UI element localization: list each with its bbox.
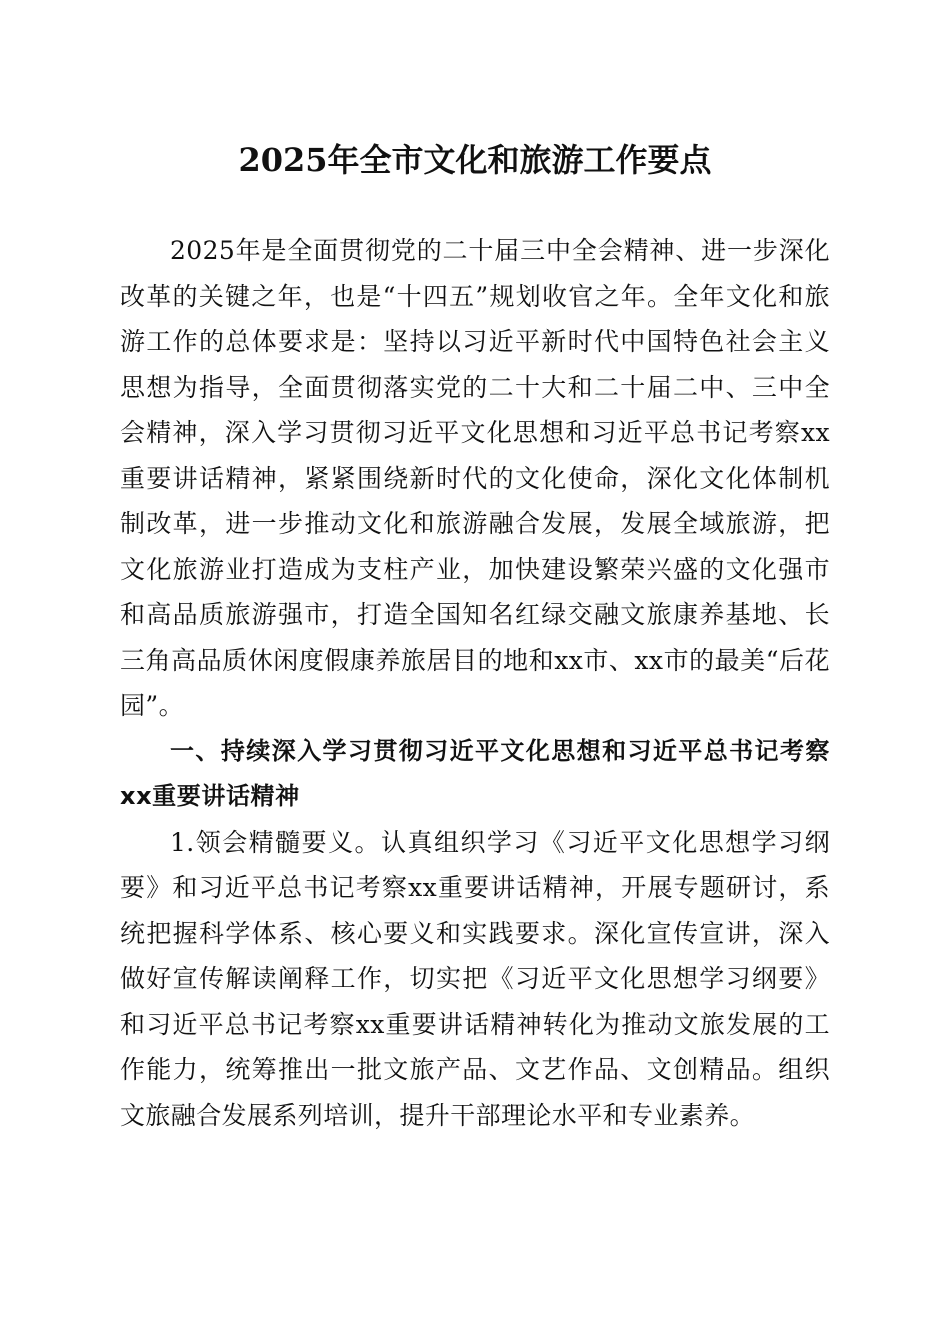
item-paragraph-1: 1.领会精髓要义。认真组织学习《习近平文化思想学习纲要》和习近平总书记考察xx重要讲话精神，开展专题研讨，系统把握科学体系、核心要义和实践要求。深化宣传宣讲，深入做好宣传解读阐释工作，切实把《习近平文化思想学习纲要》和习近平总书记考察xx重要讲话精神转化为推动文旅发展的工作能力，统筹推出一批文旅产品、文艺作品、文创精品。组织文旅融合发展系列培训，提升干部理论水平和专业素养。 [120,827,830,1130]
intro-paragraph: 2025年是全面贯彻党的二十届三中全会精神、进一步深化改革的关键之年，也是“十四五”规划收官之年。全年文化和旅游工作的总体要求是：坚持以习近平新时代中国特色社会主义思想为指导，全面贯彻落实党的二十大和二十届二中、三中全会精神，深入学习贯彻习近平文化思想和习近平总书记考察xx重要讲话精神，紧紧围绕新时代的文化使命，深化文化体制机制改革，进一步推动文化和旅游融合发展，发展全域旅游，把文化旅游业打造成为支柱产业，加快建设繁荣兴盛的文化强市和高品质旅游强市，打造全国知名红绿交融文旅康养基地、长三角高品质休闲度假康养旅居目的地和xx市、xx市的最美“后花园”。 [120,236,830,720]
document-body [120,228,830,1138]
section-heading-1: 一、持续深入学习贯彻习近平文化思想和习近平总书记考察xx重要讲话精神 [120,736,830,810]
document-title: 2025年全市文化和旅游工作要点 [238,141,712,179]
